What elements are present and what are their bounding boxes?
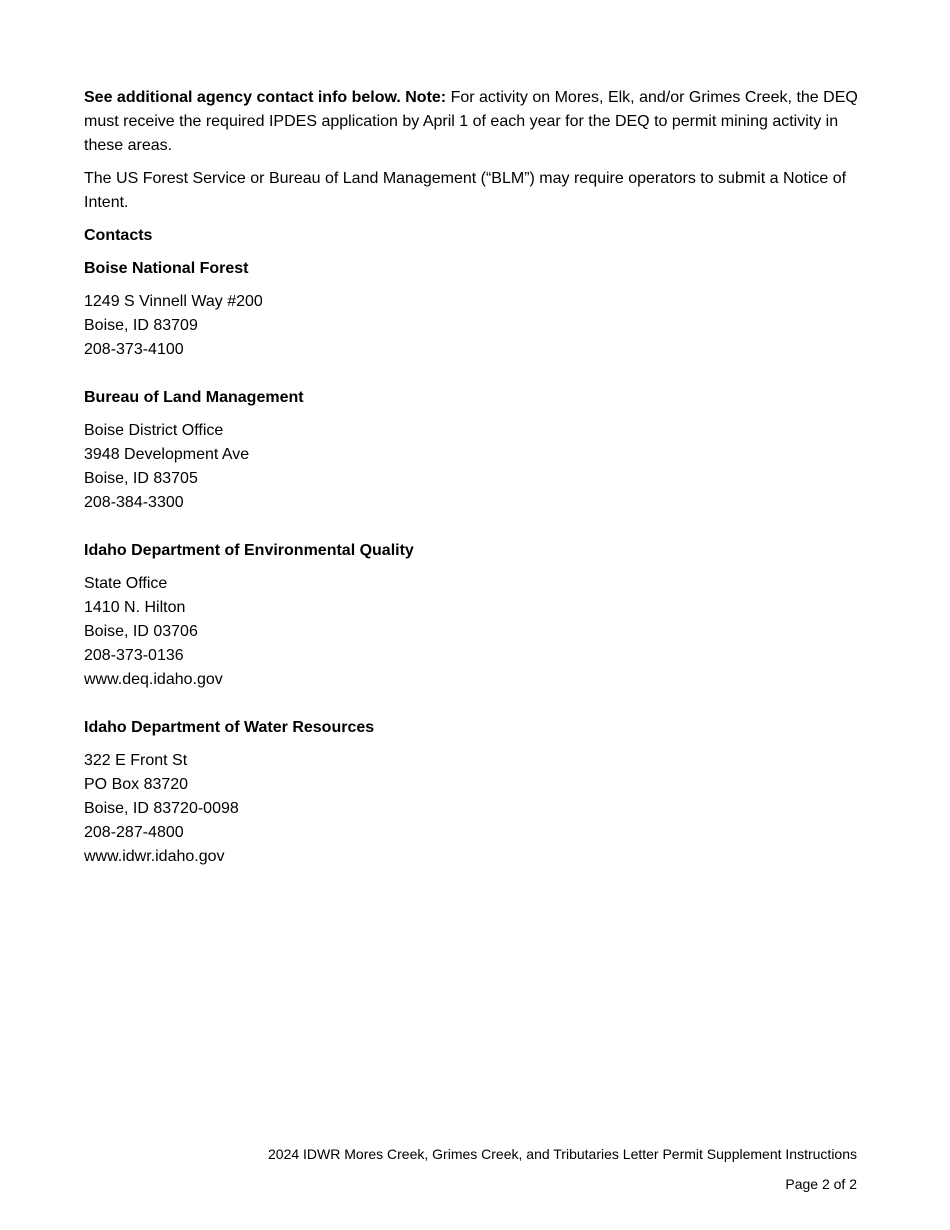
- address-line: 1410 N. Hilton: [84, 599, 186, 616]
- website-link[interactable]: www.deq.idaho.gov: [84, 671, 223, 688]
- phone-number: 208-373-4100: [84, 341, 184, 358]
- phone-number: 208-373-0136: [84, 647, 184, 664]
- contact-block-idwr: [84, 716, 860, 869]
- po-box: PO Box 83720: [84, 776, 189, 793]
- intro-bold-lead: See additional agency contact info below. Note:: [84, 89, 447, 106]
- org-name: Idaho Department of Water Resources: [84, 719, 375, 736]
- address-line: 322 E Front St: [84, 752, 188, 769]
- contact-block-boise-national-forest: [84, 257, 860, 362]
- intro-paragraph: [84, 86, 860, 158]
- address-line: 1249 S Vinnell Way #200: [84, 293, 263, 310]
- org-name: Boise National Forest: [84, 260, 249, 277]
- city-state-zip: Boise, ID 03706: [84, 623, 198, 640]
- page-footer: [157, 1144, 857, 1194]
- org-name: Bureau of Land Management: [84, 389, 304, 406]
- city-state-zip: Boise, ID 83709: [84, 317, 198, 334]
- intent-paragraph: The US Forest Service or Bureau of Land Management (“BLM”) may require operators to submit a Notice of Intent.: [84, 170, 847, 211]
- page-number: Page 2 of 2: [785, 1176, 857, 1192]
- intro-note-text: For activity on Mores, Elk, and/or Grimes Creek, the DEQ must receive the required IPDES application by April 1 of each year for the DEQ to permit mining activity in these areas.: [84, 89, 858, 154]
- contacts-heading: Contacts: [84, 227, 153, 244]
- document-body: [84, 86, 860, 893]
- city-state-zip: Boise, ID 83720-0098: [84, 800, 239, 817]
- contact-block-deq: [84, 539, 860, 692]
- footer-title: 2024 IDWR Mores Creek, Grimes Creek, and Tributaries Letter Permit Supplement Instructions: [268, 1146, 857, 1162]
- org-name: Idaho Department of Environmental Quality: [84, 542, 414, 559]
- phone-number: 208-384-3300: [84, 494, 184, 511]
- city-state-zip: Boise, ID 83705: [84, 470, 198, 487]
- address-line: 3948 Development Ave: [84, 446, 250, 463]
- office-name: Boise District Office: [84, 422, 224, 439]
- contact-block-blm: [84, 386, 860, 515]
- office-name: State Office: [84, 575, 168, 592]
- phone-number: 208-287-4800: [84, 824, 184, 841]
- website-link[interactable]: www.idwr.idaho.gov: [84, 848, 225, 865]
